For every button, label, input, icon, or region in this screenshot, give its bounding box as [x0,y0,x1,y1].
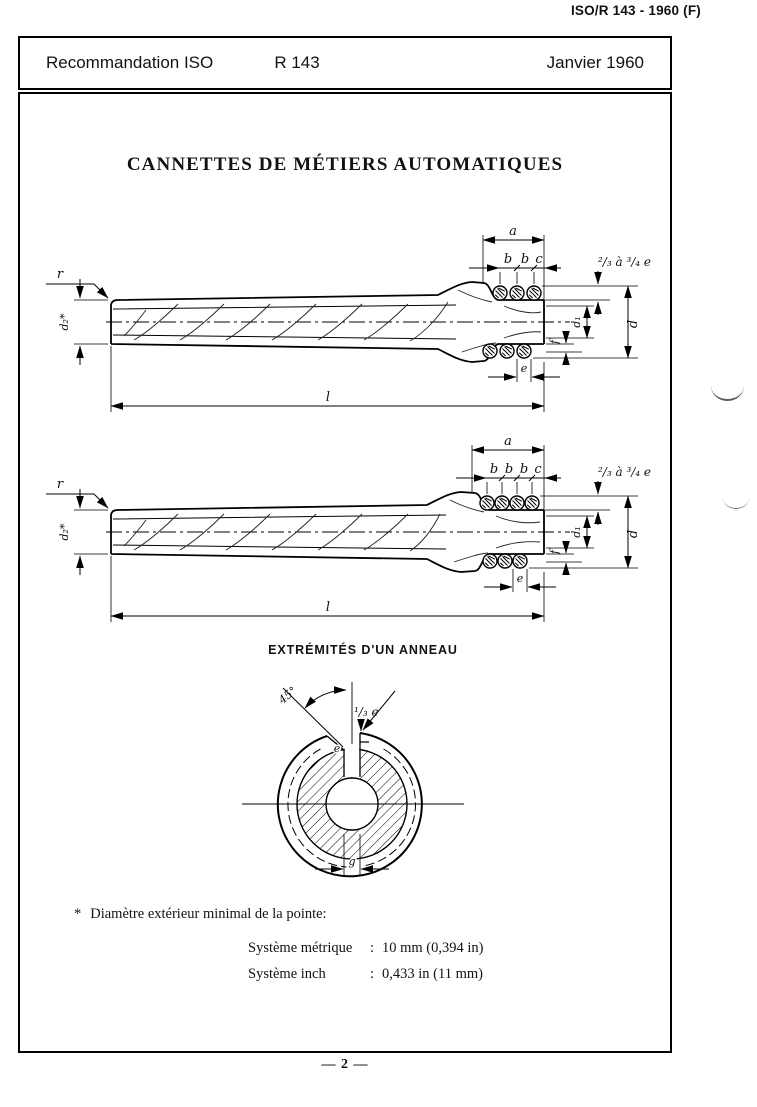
footnote-row-inch [248,966,578,983]
dim-d2 [74,489,108,575]
footnote-metric-value: 10 mm (0,394 in) [382,940,484,956]
label-ring-protrusion: ²/₃ à ³/₄ e [598,465,652,479]
dim-f [546,331,582,365]
label-g: g [348,855,356,868]
label-f: f [548,549,561,555]
label-d2: d₂* [58,523,71,541]
rings-bottom [483,554,527,568]
label-c: c [535,252,543,267]
footnote-metric-colon: : [370,940,375,956]
pirn-drawing-2 [38,432,690,630]
footnote-row-metric [248,940,578,957]
footnote [74,906,484,982]
label-e-section: e [333,742,341,755]
ring-section-drawing [227,674,477,902]
header-date: Janvier 1960 [546,53,644,72]
footnote-inch-label: Système inch [248,966,326,982]
label-b: b [489,462,499,477]
label-l: l [325,390,331,405]
label-d1: d₁ [570,526,583,538]
label-r: r [56,267,64,282]
leader-r [46,284,108,298]
label-e: e [516,572,524,585]
rings-top [493,286,541,300]
label-f: f [548,339,561,345]
header-recommendation: Recommandation ISO [46,53,214,72]
dim-ring-protrusion [542,271,638,315]
rings-top [480,496,539,510]
footnote-metric-label: Système métrique [248,940,353,956]
header-number: R 143 [274,53,320,72]
page-title: CANNETTES DE MÉTIERS AUTOMATIQUES [126,154,564,175]
rings-bottom [483,344,531,358]
dim-d2 [74,279,108,365]
label-d2: d₂* [58,313,71,331]
scan-artifact [711,386,744,401]
footnote-inch-value: 0,433 in (11 mm) [382,966,483,982]
page-frame [18,92,672,1053]
label-d: d [626,319,641,329]
footnote-inch-colon: : [370,966,375,982]
footnote-intro: Diamètre extérieur minimal de la pointe: [90,906,327,922]
scan-artifact [723,498,749,509]
ring-section-caption: EXTRÉMITÉS D'UN ANNEAU [268,643,458,657]
label-b: b [504,462,514,477]
pirn-drawing-1 [38,222,690,420]
label-b: b [503,252,513,267]
dim-ring-protrusion [540,481,638,525]
label-l: l [325,600,331,615]
header-box [18,36,672,90]
label-third-e: ¹/₃ e [354,705,379,719]
leader-r [46,494,108,508]
label-d1: d₁ [570,316,583,328]
label-a: a [504,434,512,449]
label-a: a [509,224,517,239]
label-r: r [56,477,64,492]
document-reference: ISO/R 143 - 1960 (F) [570,3,701,18]
label-45deg: 45° [276,684,300,707]
label-d: d [626,529,641,539]
label-b: b [520,252,530,267]
dim-f [546,541,582,575]
label-c: c [534,462,542,477]
label-e: e [520,362,528,375]
label-ring-protrusion: ²/₃ à ³/₄ e [598,255,652,269]
page-number: — 2 — [321,1057,369,1072]
label-b: b [519,462,529,477]
footnote-marker: * [74,906,82,922]
